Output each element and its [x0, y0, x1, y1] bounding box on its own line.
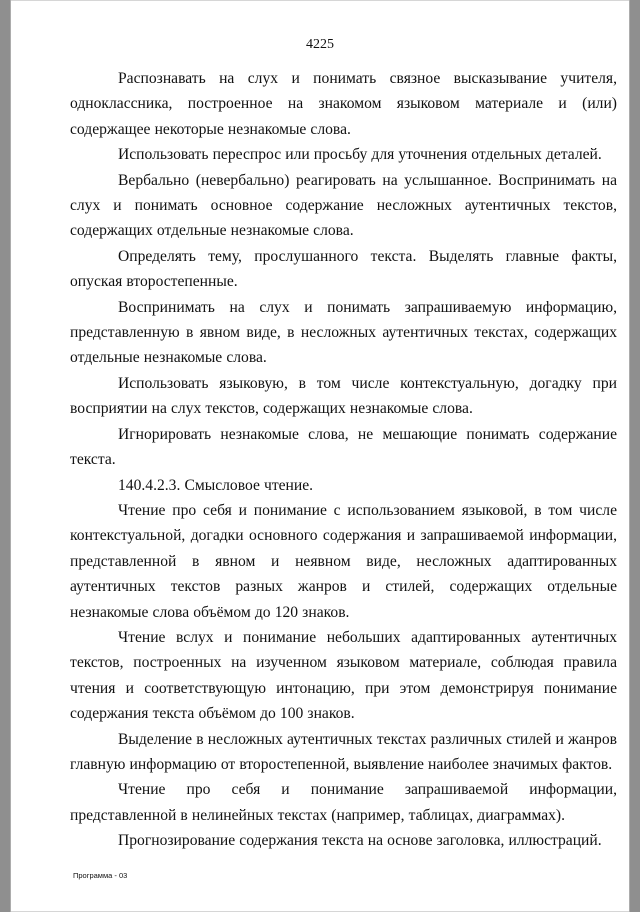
paragraph-1: Распознавать на слух и понимать связное высказывание учителя, одноклассника, построенное на знакомом языковом материале и (или) содержащее некоторые незнакомые слова. [70, 70, 617, 138]
paragraph-11: Выделение в несложных аутентичных текстах различных стилей и жанров главную информацию от второстепенной, выявление наиболее значимых фактов. [70, 730, 617, 773]
page-number: 4225 [306, 37, 334, 52]
scan-left-edge [10, 0, 11, 912]
scan-right-edge [629, 0, 630, 912]
paragraph-13: Прогнозирование содержания текста на основе заголовка, иллюстраций. [118, 832, 602, 850]
paragraph-6: Использовать языковую, в том числе контекстуальную, догадку при восприятии на слух текстов, содержащих незнакомые слова. [70, 374, 617, 418]
paragraph-5: Воспринимать на слух и понимать запрашиваемую информацию, представленную в явном виде, в несложных аутентичных текстах, содержащих отдельные незнакомые слова. [70, 298, 617, 367]
paragraph-12: Чтение про себя и понимание запрашиваемой информации, представленной в нелинейных текстах (например, таблицах, диаграммах). [70, 781, 617, 824]
paragraph-2: Использовать переспрос или просьбу для уточнения отдельных деталей. [118, 146, 602, 164]
paragraph-7: Игнорировать незнакомые слова, не мешающие понимать содержание текста. [70, 425, 617, 469]
paragraph-10: Чтение вслух и понимание небольших адаптированных аутентичных текстов, построенных на изученном языковом материале, соблюдая правила чтения и соответствующую интонацию, при этом демонстрируя понимание содержания текста объёмом до 100 знаков. [70, 628, 617, 723]
paragraph-9: Чтение про себя и понимание с использованием языковой, в том числе контекстуальной, догадки основного содержания и запрашиваемой информации, представленной в явном и неявном виде, несложных адаптированных аутентичных текстов разных жанров и стилей, содержащих отдельные незнакомые слова объёмом до 120 знаков. [70, 501, 617, 621]
section-heading-reading: 140.4.2.3. Смысловое чтение. [118, 476, 314, 494]
paragraph-4: Определять тему, прослушанного текста. Выделять главные факты, опуская второстепенные. [70, 247, 617, 291]
page-footer: Программа - 03 [73, 871, 128, 880]
paragraph-3: Вербально (невербально) реагировать на услышанное. Воспринимать на слух и понимать основное содержание несложных аутентичных текстов, содержащих отдельные незнакомые слова. [70, 171, 617, 240]
document-page [10, 0, 630, 912]
document-body [70, 66, 617, 854]
